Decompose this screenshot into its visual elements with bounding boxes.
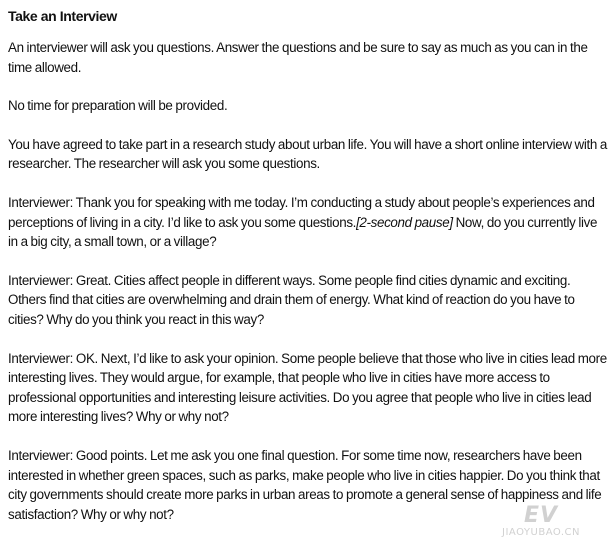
interviewer-question-2: Interviewer: Great. Cities affect people in different ways. Some people find cities dynamic and exciting. Others find that cities are overwhelming and drain them of energy. What kind of reaction do you have to cities? Why do you think you react in this way? bbox=[8, 272, 575, 327]
interviewer-question-4: Interviewer: Good points. Let me ask you one final question. For some time now, researchers have been interested in whether green spaces, such as parks, make people who live in cities happier. Do you think that city governments should create more parks in urban areas to promote a general sense of happiness and life satisfaction? Why or why not? bbox=[8, 447, 602, 522]
interview-task bbox=[8, 6, 608, 543]
question-text: Now, do you currently live in a big city, a small town, or a village? bbox=[8, 214, 598, 250]
question-text: Interviewer: Thank you for speaking with me today. I’m conducting a study about people’s experiences and perceptions of living in a city. I’d like to ask you some questions. bbox=[8, 194, 595, 230]
pause-note: [2-second pause] bbox=[356, 214, 453, 230]
interviewer-question-3: Interviewer: OK. Next, I’d like to ask your opinion. Some people believe that those who live in cities lead more interesting lives. They would argue, for example, that people who live in cities have more access to professional opportunities and interesting leisure activities. Do you agree that people who live in cities lead more interesting lives? Why or why not? bbox=[8, 350, 607, 425]
scenario-paragraph: You have agreed to take part in a research study about urban life. You will have a short online interview with a researcher. The researcher will ask you some questions. bbox=[8, 136, 607, 172]
page-title: Take an Interview bbox=[8, 8, 117, 24]
interviewer-question-1 bbox=[8, 193, 608, 252]
watermark-logo: EV bbox=[523, 503, 559, 528]
instruction-paragraph: No time for preparation will be provided. bbox=[8, 98, 228, 114]
watermark-url: JIAOYUBAO.CN bbox=[502, 527, 580, 538]
instruction-paragraph: An interviewer will ask you questions. Answer the questions and be sure to say as much as you can in the time allowed. bbox=[8, 40, 588, 75]
